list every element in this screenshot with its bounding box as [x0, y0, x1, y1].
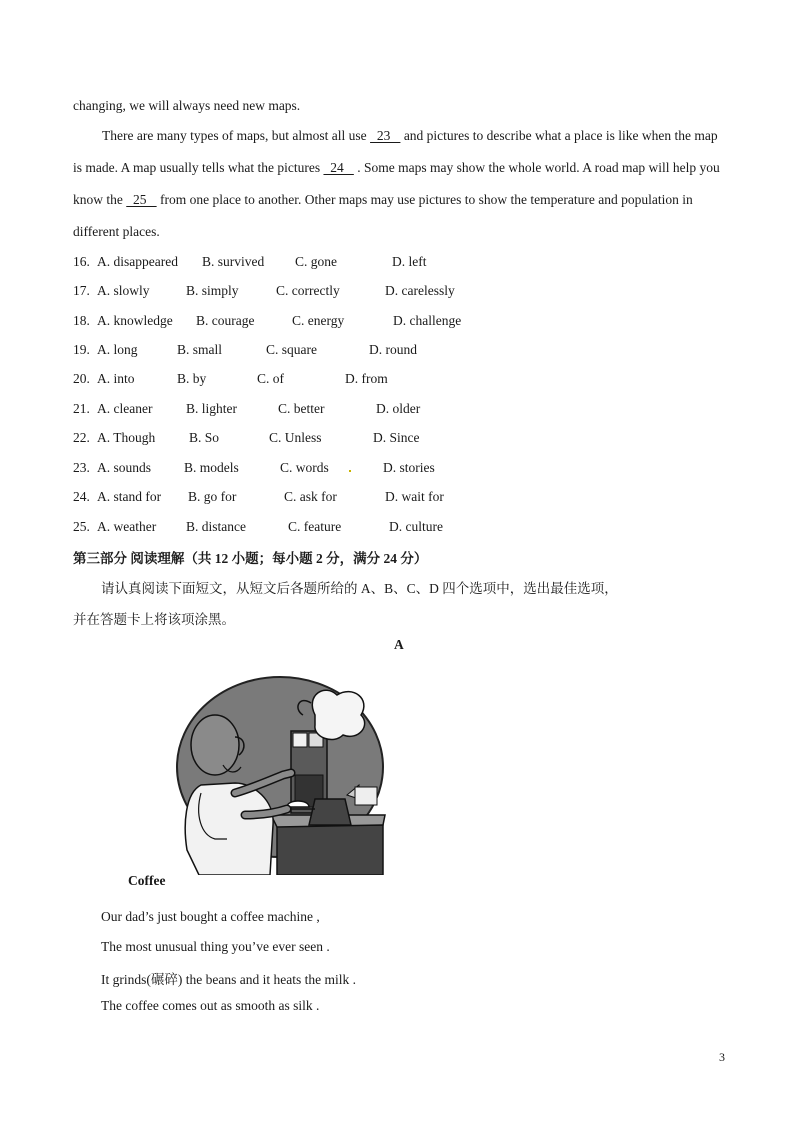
- question-number: 23.: [73, 460, 90, 475]
- option-b: B. go for: [188, 489, 237, 504]
- question-number: 25.: [73, 519, 90, 534]
- poem-line: The coffee comes out as smooth as silk .: [101, 998, 320, 1013]
- option-c: C. words: [280, 460, 329, 475]
- option-b: B. by: [177, 371, 207, 386]
- option-b: B. lighter: [186, 401, 237, 416]
- question-number: 17.: [73, 283, 90, 298]
- option-b: B. courage: [196, 313, 255, 328]
- option-d: D. from: [345, 371, 388, 386]
- question-number: 19.: [73, 342, 90, 357]
- option-c: C. ask for: [284, 489, 337, 504]
- option-c: C. feature: [288, 519, 342, 534]
- option-b: B. distance: [186, 519, 246, 534]
- option-a: A. sounds: [97, 460, 152, 475]
- poem-line: It grinds(碾碎) the beans and it heats the milk .: [101, 972, 356, 987]
- question-number: 16.: [73, 254, 90, 269]
- option-a: A. into: [97, 371, 135, 386]
- passage-paragraph: [73, 120, 728, 248]
- instruction-text: 请认真阅读下面短文，从短文后各题所给的 A、B、C、D 四个选项中，选出最佳选项，: [101, 581, 618, 596]
- option-d: D. older: [376, 401, 421, 416]
- option-a: A. slowly: [97, 283, 150, 298]
- option-d: D. culture: [389, 519, 443, 534]
- option-a: A. cleaner: [97, 401, 153, 416]
- question-number: 22.: [73, 430, 90, 445]
- option-d: D. wait for: [385, 489, 444, 504]
- question-number: 24.: [73, 489, 90, 504]
- option-a: A. long: [97, 342, 138, 357]
- section-heading: 第三部分 阅读理解（共 12 小题；每小题 2 分，满分 24 分）: [73, 551, 428, 566]
- option-c: C. square: [266, 342, 317, 357]
- option-b: B. simply: [186, 283, 239, 298]
- option-d: D. stories: [383, 460, 435, 475]
- option-a: A. stand for: [97, 489, 162, 504]
- question-number: 21.: [73, 401, 90, 416]
- paragraph-text: . Some maps may show the whole world. A road map will help you know the: [73, 160, 720, 207]
- option-c: C. Unless: [269, 430, 322, 445]
- option-c: C. of: [257, 371, 284, 386]
- paragraph-text: and pictures to describe what a place is like when the map is made. A map usually tells what the pictures: [73, 128, 718, 175]
- option-c: C. gone: [295, 254, 337, 269]
- poem-title: Coffee: [128, 873, 166, 888]
- passage-tail: changing, we will always need new maps.: [73, 98, 301, 113]
- blank-23: 23: [370, 128, 401, 143]
- printing-dot: [349, 470, 351, 472]
- option-a: A. knowledge: [97, 313, 173, 328]
- paragraph-text: from one place to another. Other maps may use pictures to show the temperature and population in different places.: [73, 192, 693, 239]
- option-b: B. survived: [202, 254, 265, 269]
- page-number: 3: [719, 1050, 725, 1064]
- instruction-text: 并在答题卡上将该项涂黑。: [73, 612, 235, 627]
- blank-25: 25: [126, 192, 157, 207]
- option-b: B. small: [177, 342, 223, 357]
- question-number: 20.: [73, 371, 90, 386]
- option-a: A. weather: [97, 519, 157, 534]
- blank-24: 24: [323, 160, 354, 175]
- option-d: D. Since: [373, 430, 420, 445]
- passage-label: A: [394, 637, 404, 652]
- option-b: B. So: [189, 430, 220, 445]
- coffee-machine-illustration: [175, 675, 387, 875]
- paragraph-text: There are many types of maps, but almost all use: [102, 128, 371, 143]
- option-a: A. disappeared: [97, 254, 178, 269]
- option-c: C. correctly: [276, 283, 340, 298]
- option-d: D. carelessly: [385, 283, 455, 298]
- question-number: 18.: [73, 313, 90, 328]
- option-b: B. models: [184, 460, 239, 475]
- option-a: A. Though: [97, 430, 156, 445]
- option-d: D. left: [392, 254, 427, 269]
- option-d: D. round: [369, 342, 417, 357]
- option-c: C. energy: [292, 313, 345, 328]
- option-c: C. better: [278, 401, 325, 416]
- option-d: D. challenge: [393, 313, 462, 328]
- poem-line: Our dad’s just bought a coffee machine ,: [101, 909, 320, 924]
- poem-line: The most unusual thing you’ve ever seen .: [101, 939, 330, 954]
